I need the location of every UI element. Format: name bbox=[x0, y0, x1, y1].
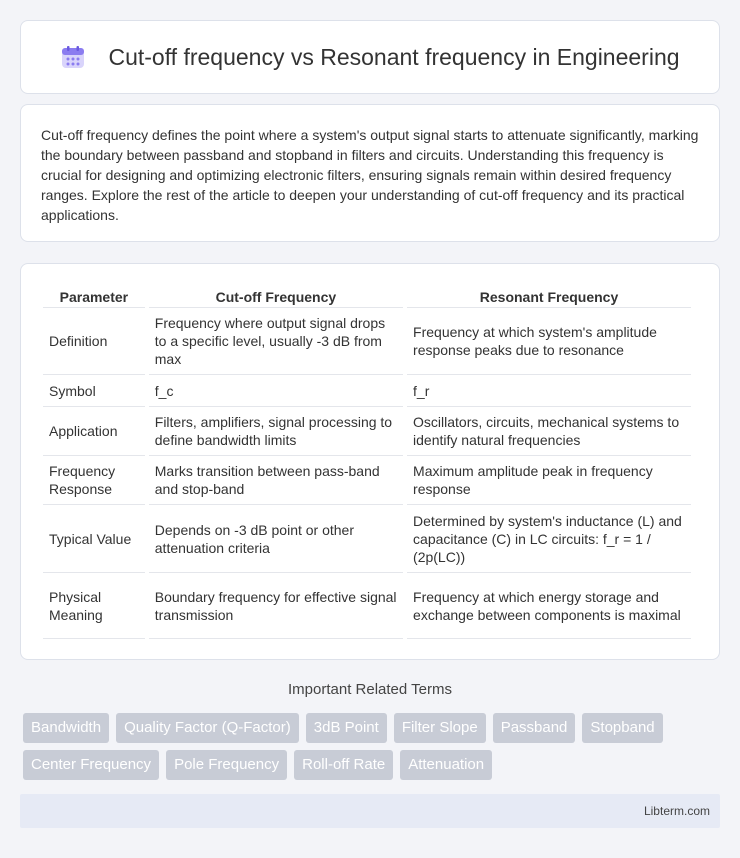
row-label: Definition bbox=[43, 308, 145, 375]
row-label: Physical Meaning bbox=[43, 573, 145, 639]
cutoff-cell: Filters, amplifiers, signal processing to define bandwidth limits bbox=[149, 407, 403, 456]
table-row bbox=[43, 308, 691, 375]
tag-3db-point[interactable]: 3dB Point bbox=[306, 713, 387, 743]
row-label: Typical Value bbox=[43, 505, 145, 573]
footer-bar bbox=[20, 794, 720, 828]
cutoff-cell: Marks transition between pass-band and stop-band bbox=[149, 456, 403, 505]
resonant-cell: Determined by system's inductance (L) and capacitance (C) in LC circuits: f_r = 1 / (2p(LC)) bbox=[407, 505, 691, 573]
table-row bbox=[43, 456, 691, 505]
tag-pole-frequency[interactable]: Pole Frequency bbox=[166, 750, 287, 780]
table-row bbox=[43, 407, 691, 456]
intro-card bbox=[20, 104, 720, 242]
tag-quality-factor[interactable]: Quality Factor (Q-Factor) bbox=[116, 713, 299, 743]
tag-passband[interactable]: Passband bbox=[493, 713, 576, 743]
row-label: Application bbox=[43, 407, 145, 456]
tag-roll-off-rate[interactable]: Roll-off Rate bbox=[294, 750, 393, 780]
table-row bbox=[43, 375, 691, 407]
resonant-cell: Maximum amplitude peak in frequency response bbox=[407, 456, 691, 505]
cutoff-cell: Frequency where output signal drops to a specific level, usually -3 dB from max bbox=[149, 308, 403, 375]
cutoff-cell: Boundary frequency for effective signal transmission bbox=[149, 573, 403, 639]
intro-paragraph: Cut-off frequency defines the point where a system's output signal starts to attenuate significantly, marking the boundary between passband and stopband in filters and circuits. Understanding this frequency is crucial for designing and optimizing electronic filters, ensuring signals remain within desired frequency ranges. Explore the rest of the article to deepen your understanding of cut-off frequency and its practical applications. bbox=[41, 127, 699, 223]
resonant-cell: Frequency at which energy storage and exchange between components is maximal bbox=[407, 573, 691, 639]
page-title: Cut-off frequency vs Resonant frequency in Engineering bbox=[108, 43, 680, 70]
title-card bbox=[20, 20, 720, 94]
cutoff-cell: Depends on -3 dB point or other attenuation criteria bbox=[149, 505, 403, 573]
table-row bbox=[43, 505, 691, 573]
resonant-cell: f_r bbox=[407, 375, 691, 407]
tag-center-frequency[interactable]: Center Frequency bbox=[23, 750, 159, 780]
header-cutoff-frequency: Cut-off Frequency bbox=[149, 284, 403, 308]
table-row bbox=[43, 573, 691, 639]
tag-attenuation[interactable]: Attenuation bbox=[400, 750, 492, 780]
header-resonant-frequency: Resonant Frequency bbox=[407, 284, 691, 308]
tag-bandwidth[interactable]: Bandwidth bbox=[23, 713, 109, 743]
resonant-cell: Oscillators, circuits, mechanical systems to identify natural frequencies bbox=[407, 407, 691, 456]
comparison-table-card bbox=[20, 263, 720, 660]
footer-site-link[interactable]: Libterm.com bbox=[643, 804, 710, 818]
related-terms-list bbox=[23, 713, 723, 780]
row-label: Symbol bbox=[43, 375, 145, 407]
resonant-cell: Frequency at which system's amplitude response peaks due to resonance bbox=[407, 308, 691, 375]
tag-filter-slope[interactable]: Filter Slope bbox=[394, 713, 486, 743]
header-parameter: Parameter bbox=[43, 284, 145, 308]
comparison-table bbox=[39, 284, 695, 639]
related-terms-title: Important Related Terms bbox=[288, 681, 452, 698]
calendar-icon bbox=[60, 44, 86, 70]
table-header-row bbox=[43, 284, 691, 308]
cutoff-cell: f_c bbox=[149, 375, 403, 407]
tag-stopband[interactable]: Stopband bbox=[582, 713, 662, 743]
row-label: Frequency Response bbox=[43, 456, 145, 505]
